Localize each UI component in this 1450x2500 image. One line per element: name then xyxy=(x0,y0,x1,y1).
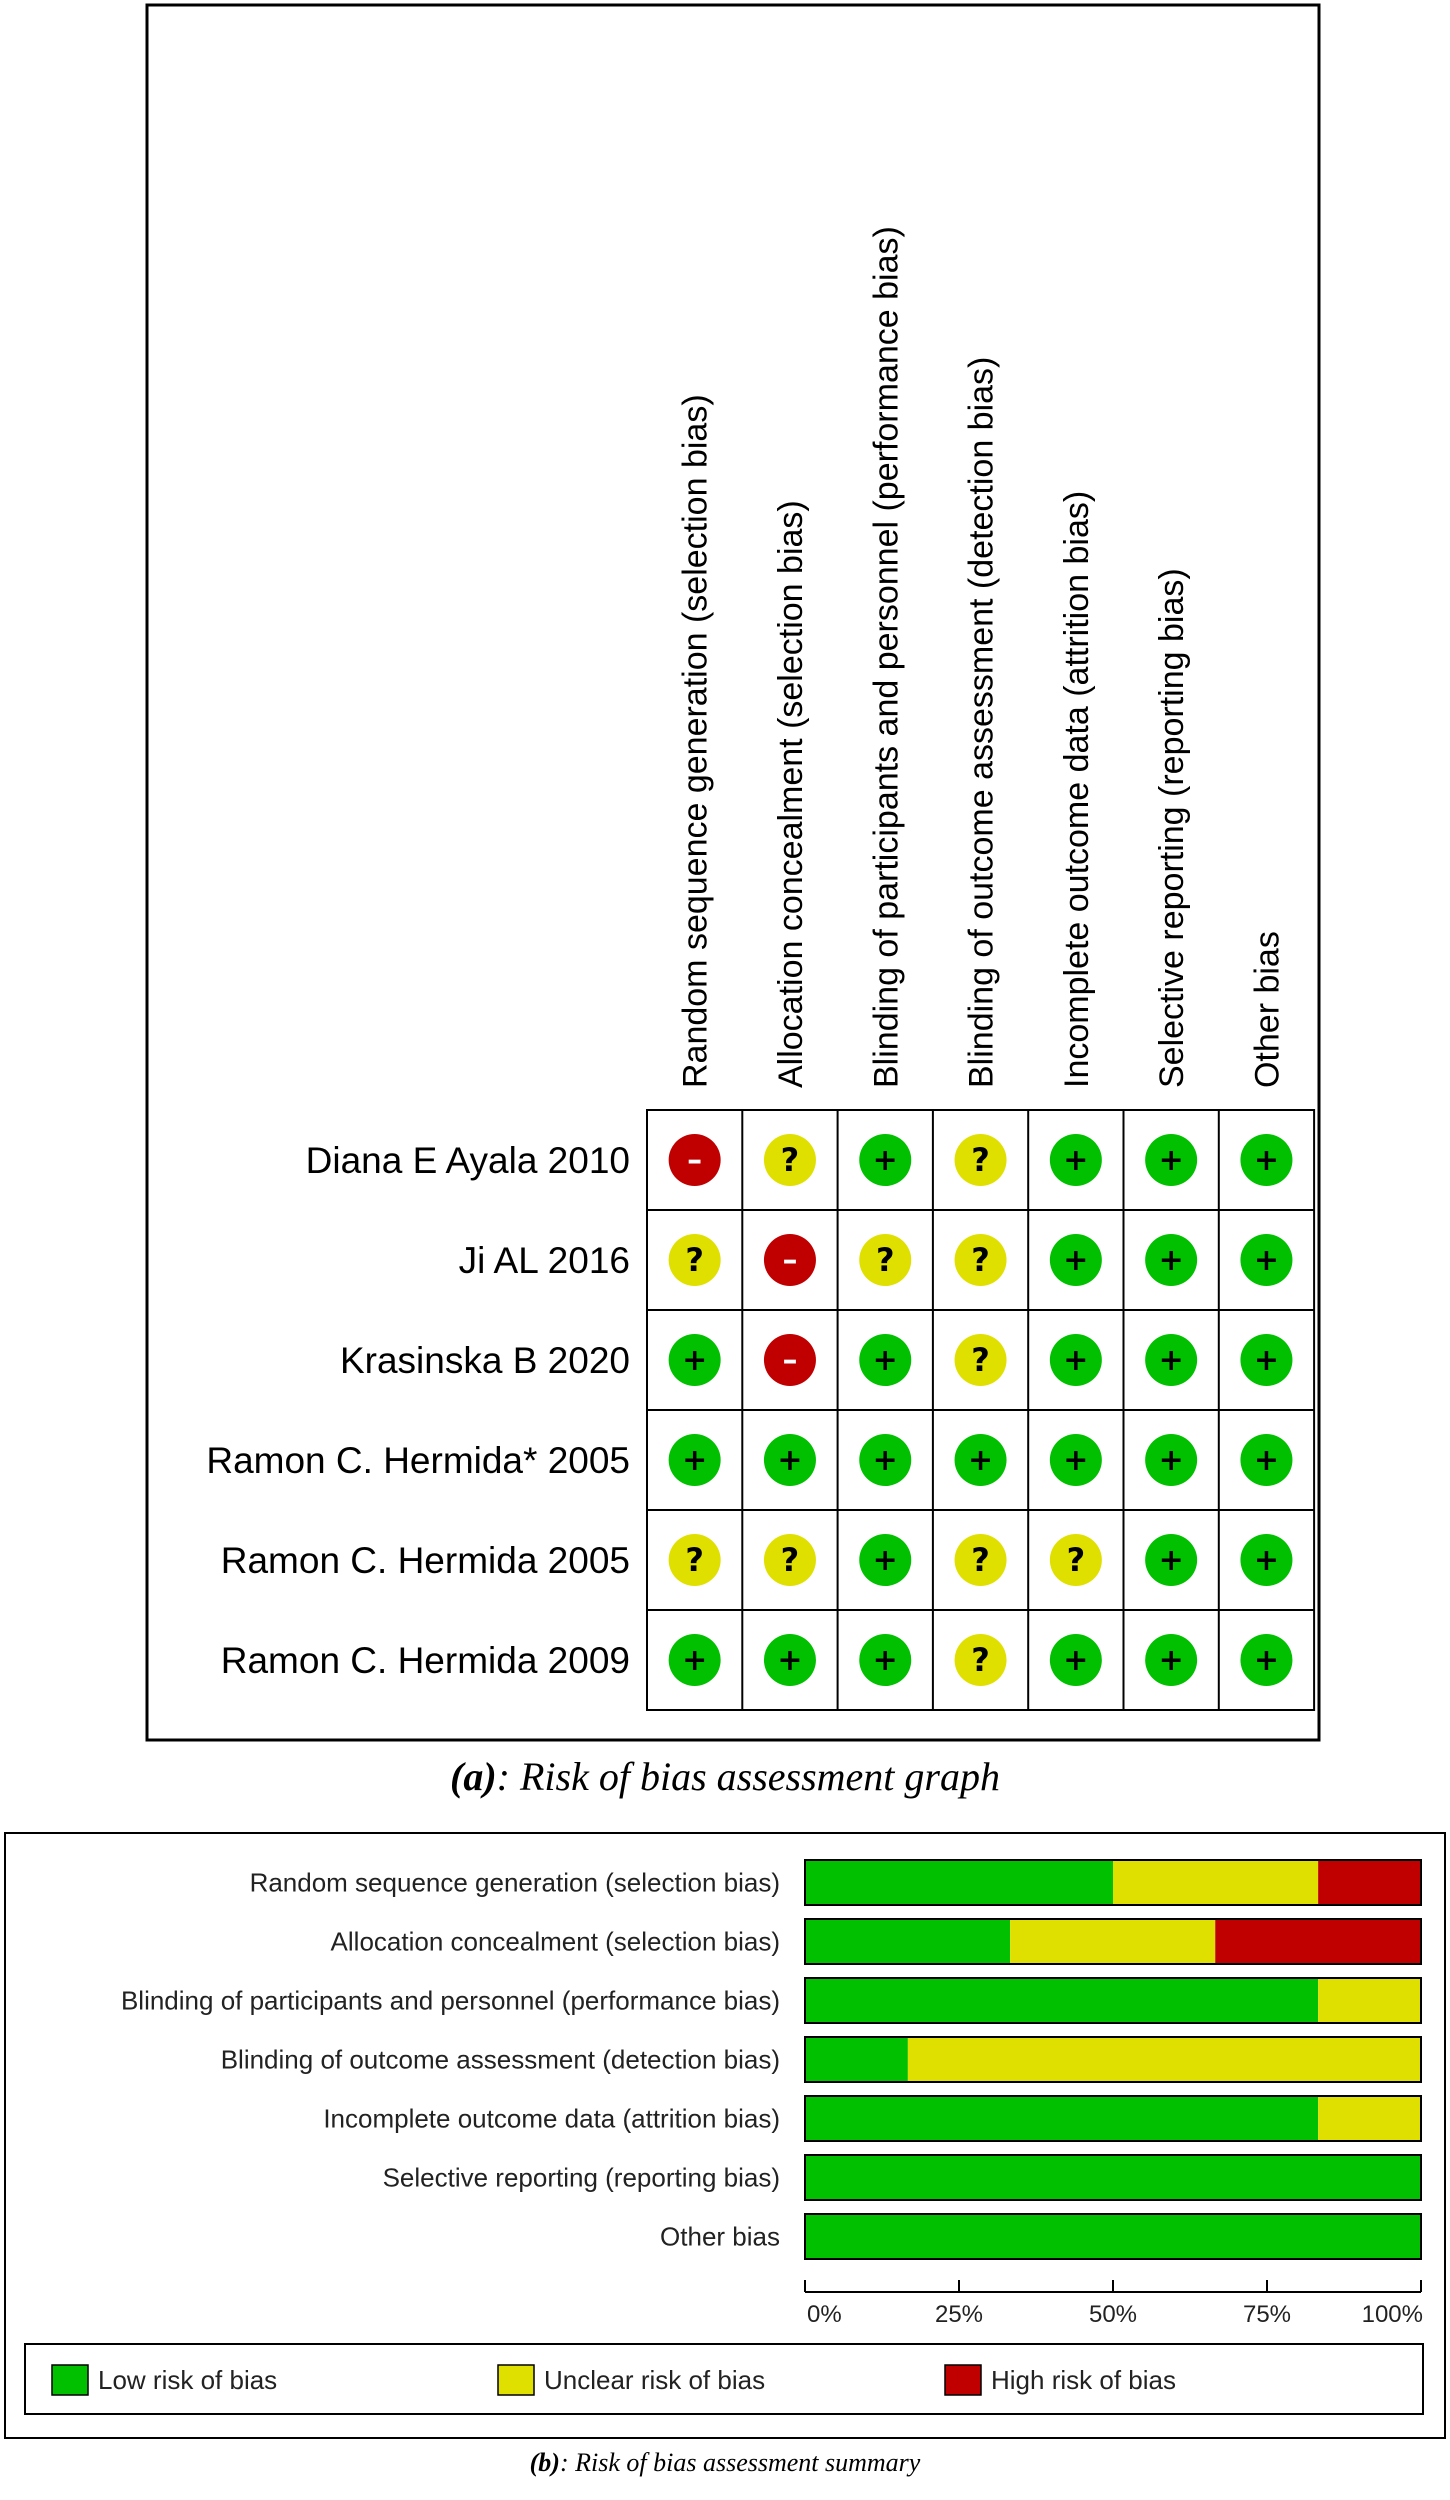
judgement-symbol: + xyxy=(1158,1143,1184,1178)
judgement-symbol: + xyxy=(967,1443,994,1478)
judgement-symbol: + xyxy=(1158,1643,1184,1678)
x-tick-label: 50% xyxy=(1088,2301,1138,2328)
domain-header: Selective reporting (reporting bias) xyxy=(1153,568,1192,1088)
category-label: Incomplete outcome data (attrition bias) xyxy=(323,2103,780,2134)
judgement-symbol: ? xyxy=(780,1541,800,1579)
category-label: Blinding of outcome assessment (detection bias) xyxy=(220,2044,780,2075)
judgement-symbol: + xyxy=(1063,1343,1089,1378)
judgement-symbol: ? xyxy=(971,1341,990,1379)
bar-segment xyxy=(805,2096,1318,2141)
bar-segment xyxy=(805,1978,1318,2023)
judgement-symbol: + xyxy=(682,1343,708,1378)
judgement-symbol: ? xyxy=(971,1141,990,1179)
judgement-symbol: + xyxy=(777,1443,803,1478)
legend-swatch xyxy=(52,2365,88,2395)
caption-b xyxy=(0,2448,1450,2478)
category-label: Random sequence generation (selection bias) xyxy=(249,1867,780,1898)
legend-swatch xyxy=(945,2365,981,2395)
legend-swatch xyxy=(498,2365,534,2395)
x-tick-label: 100% xyxy=(1361,2301,1423,2328)
bar-segment xyxy=(805,2214,1421,2259)
study-label: Ramon C. Hermida 2005 xyxy=(220,1540,630,1581)
category-label: Selective reporting (reporting bias) xyxy=(382,2162,780,2193)
judgement-symbol: ? xyxy=(971,1641,990,1679)
judgement-symbol: + xyxy=(1253,1643,1280,1678)
judgement-symbol: ? xyxy=(1066,1541,1086,1579)
judgement-symbol: + xyxy=(872,1343,898,1378)
judgement-symbol: + xyxy=(872,1443,898,1478)
judgement-symbol: + xyxy=(872,1143,898,1178)
domain-header: Other bias xyxy=(1248,931,1287,1088)
bar-segment xyxy=(1318,1978,1421,2023)
judgement-symbol: + xyxy=(1158,1443,1184,1478)
domain-header: Allocation concealment (selection bias) xyxy=(771,500,810,1088)
judgement-symbol: + xyxy=(1158,1243,1184,1278)
domain-header: Blinding of outcome assessment (detection bias) xyxy=(962,356,1001,1088)
judgement-symbol: ? xyxy=(780,1141,800,1179)
domain-header: Blinding of participants and personnel (performance bias) xyxy=(867,226,906,1088)
judgement-symbol: ? xyxy=(685,1241,704,1279)
judgement-symbol: + xyxy=(1253,1543,1280,1578)
judgement-symbol: + xyxy=(1158,1343,1184,1378)
judgement-symbol: + xyxy=(682,1443,708,1478)
caption-a-label: (a) xyxy=(450,1754,497,1799)
study-label: Diana E Ayala 2010 xyxy=(305,1140,630,1181)
domain-header: Incomplete outcome data (attrition bias) xyxy=(1057,490,1096,1088)
category-label: Other bias xyxy=(660,2221,780,2252)
judgement-symbol: + xyxy=(1063,1143,1089,1178)
bar-segment xyxy=(1318,2096,1421,2141)
bar-segment xyxy=(1010,1919,1215,1964)
study-label: Ramon C. Hermida* 2005 xyxy=(206,1440,630,1481)
study-label: Krasinska B 2020 xyxy=(339,1340,630,1381)
legend-label: Unclear risk of bias xyxy=(544,2365,766,2395)
judgement-symbol: + xyxy=(1063,1243,1089,1278)
bar-segment xyxy=(805,2155,1421,2200)
judgement-symbol: + xyxy=(777,1643,803,1678)
judgement-symbol: + xyxy=(1253,1343,1280,1378)
judgement-symbol: + xyxy=(872,1543,898,1578)
bar-segment xyxy=(805,2037,908,2082)
legend-label: High risk of bias xyxy=(991,2365,1176,2395)
judgement-symbol: + xyxy=(1253,1443,1280,1478)
study-label: Ji AL 2016 xyxy=(458,1240,630,1281)
judgement-symbol: ? xyxy=(685,1541,704,1579)
bar-segment xyxy=(805,1860,1113,1905)
bar-segment xyxy=(1113,1860,1318,1905)
caption-b-label: (b) xyxy=(529,2448,560,2477)
bar-segment xyxy=(1215,1919,1420,1964)
x-tick-label: 75% xyxy=(1242,2301,1292,2328)
judgement-symbol: – xyxy=(782,1243,798,1278)
bar-segment xyxy=(1318,1860,1421,1905)
bar-segment xyxy=(908,2037,1421,2082)
x-tick-label: 25% xyxy=(934,2301,984,2328)
judgement-symbol: – xyxy=(782,1343,798,1378)
caption-a-text: : Risk of bias assessment graph xyxy=(496,1754,1000,1799)
judgement-symbol: + xyxy=(1253,1143,1280,1178)
domain-header: Random sequence generation (selection bias) xyxy=(676,394,715,1088)
judgement-symbol: + xyxy=(1158,1543,1184,1578)
bar-segment xyxy=(805,1919,1010,1964)
judgement-symbol: + xyxy=(872,1643,898,1678)
judgement-symbol: ? xyxy=(971,1541,990,1579)
judgement-symbol: ? xyxy=(875,1241,895,1279)
legend-label: Low risk of bias xyxy=(98,2365,278,2395)
judgement-symbol: ? xyxy=(971,1241,990,1279)
caption-b-text: : Risk of bias assessment summary xyxy=(559,2448,921,2477)
study-label: Ramon C. Hermida 2009 xyxy=(220,1640,630,1681)
judgement-symbol: + xyxy=(682,1643,708,1678)
category-label: Blinding of participants and personnel (performance bias) xyxy=(120,1985,780,2016)
judgement-symbol: + xyxy=(1253,1243,1280,1278)
judgement-symbol: – xyxy=(687,1143,703,1178)
judgement-symbol: + xyxy=(1063,1443,1089,1478)
category-label: Allocation concealment (selection bias) xyxy=(330,1926,780,1957)
x-tick-label: 0% xyxy=(807,2301,842,2328)
judgement-symbol: + xyxy=(1063,1643,1089,1678)
